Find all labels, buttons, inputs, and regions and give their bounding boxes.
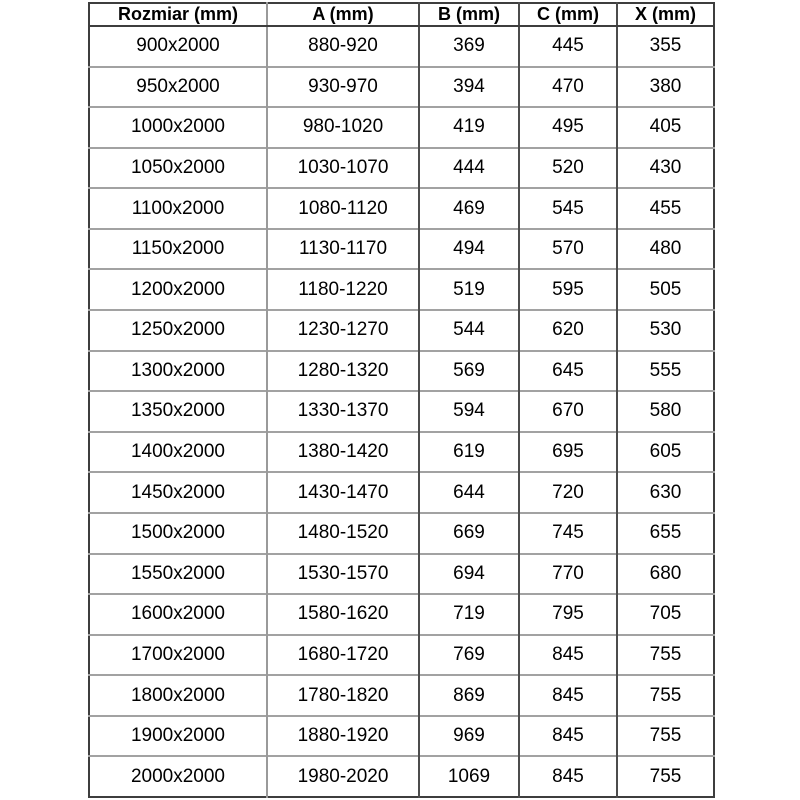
table-cell: 620 (519, 310, 617, 351)
table-row (89, 594, 714, 635)
table-row (89, 513, 714, 554)
table-cell: 1180-1220 (267, 269, 419, 310)
table-cell: 1400x2000 (89, 432, 267, 473)
table-cell: 455 (617, 188, 714, 229)
table-cell: 755 (617, 635, 714, 676)
header-row (89, 3, 714, 26)
table-row (89, 432, 714, 473)
table-cell: 1550x2000 (89, 554, 267, 595)
table-row (89, 26, 714, 67)
table-cell: 1100x2000 (89, 188, 267, 229)
table-cell: 505 (617, 269, 714, 310)
table-cell: 845 (519, 716, 617, 757)
column-header-2: B (mm) (419, 3, 519, 26)
table-cell: 1580-1620 (267, 594, 419, 635)
table-cell: 795 (519, 594, 617, 635)
table-cell: 494 (419, 229, 519, 270)
table-row (89, 188, 714, 229)
column-header-0: Rozmiar (mm) (89, 3, 267, 26)
table-cell: 405 (617, 107, 714, 148)
table-cell: 630 (617, 472, 714, 513)
table-cell: 1200x2000 (89, 269, 267, 310)
table-cell: 355 (617, 26, 714, 67)
table-cell: 755 (617, 716, 714, 757)
table-cell: 1350x2000 (89, 391, 267, 432)
table-row (89, 472, 714, 513)
table-cell: 1980-2020 (267, 756, 419, 797)
table-cell: 444 (419, 148, 519, 189)
table-cell: 695 (519, 432, 617, 473)
table-cell: 1050x2000 (89, 148, 267, 189)
column-header-4: X (mm) (617, 3, 714, 26)
table-row (89, 554, 714, 595)
table-row (89, 716, 714, 757)
table-cell: 1280-1320 (267, 351, 419, 392)
table-cell: 770 (519, 554, 617, 595)
table-cell: 419 (419, 107, 519, 148)
table-cell: 595 (519, 269, 617, 310)
table-cell: 755 (617, 675, 714, 716)
table-cell: 719 (419, 594, 519, 635)
table-cell: 480 (617, 229, 714, 270)
table-cell: 380 (617, 67, 714, 108)
table-cell: 1150x2000 (89, 229, 267, 270)
table-cell: 394 (419, 67, 519, 108)
table-cell: 869 (419, 675, 519, 716)
table-cell: 619 (419, 432, 519, 473)
table-cell: 845 (519, 675, 617, 716)
table-cell: 520 (519, 148, 617, 189)
table-cell: 545 (519, 188, 617, 229)
table-cell: 705 (617, 594, 714, 635)
table-cell: 1130-1170 (267, 229, 419, 270)
table-cell: 1500x2000 (89, 513, 267, 554)
table-cell: 605 (617, 432, 714, 473)
table-row (89, 675, 714, 716)
table-cell: 1530-1570 (267, 554, 419, 595)
table-cell: 655 (617, 513, 714, 554)
table-cell: 1300x2000 (89, 351, 267, 392)
table-cell: 544 (419, 310, 519, 351)
table-cell: 680 (617, 554, 714, 595)
table-cell: 1680-1720 (267, 635, 419, 676)
column-header-3: C (mm) (519, 3, 617, 26)
table-cell: 1330-1370 (267, 391, 419, 432)
table-row (89, 67, 714, 108)
table-cell: 445 (519, 26, 617, 67)
table-cell: 1430-1470 (267, 472, 419, 513)
table-cell: 555 (617, 351, 714, 392)
table-cell: 1030-1070 (267, 148, 419, 189)
table-cell: 980-1020 (267, 107, 419, 148)
table-cell: 845 (519, 635, 617, 676)
column-header-1: A (mm) (267, 3, 419, 26)
size-table (88, 2, 715, 798)
table-row (89, 107, 714, 148)
table-cell: 720 (519, 472, 617, 513)
table-cell: 580 (617, 391, 714, 432)
table-cell: 745 (519, 513, 617, 554)
table-cell: 900x2000 (136, 35, 220, 57)
table-cell: 950x2000 (89, 67, 267, 108)
table-cell: 1700x2000 (89, 635, 267, 676)
table-cell: 930-970 (267, 67, 419, 108)
table-cell: 769 (419, 635, 519, 676)
table-cell: 1780-1820 (267, 675, 419, 716)
table-row (89, 310, 714, 351)
table-row (89, 148, 714, 189)
table-cell: 845 (519, 756, 617, 797)
table-cell: 1450x2000 (89, 472, 267, 513)
table-cell: 570 (519, 229, 617, 270)
table-cell: 495 (519, 107, 617, 148)
table-cell: 469 (419, 188, 519, 229)
table-cell: 644 (419, 472, 519, 513)
table-cell: 1600x2000 (89, 594, 267, 635)
table-cell: 519 (419, 269, 519, 310)
table-cell: 569 (419, 351, 519, 392)
table-cell: 969 (419, 716, 519, 757)
table-cell: 1380-1420 (267, 432, 419, 473)
table-row (89, 756, 714, 797)
table-cell: 1880-1920 (267, 716, 419, 757)
table-row (89, 351, 714, 392)
table-cell: 1250x2000 (89, 310, 267, 351)
table-cell: 1080-1120 (267, 188, 419, 229)
table-row (89, 229, 714, 270)
table-row (89, 635, 714, 676)
table-cell: 470 (519, 67, 617, 108)
table-cell: 1900x2000 (89, 716, 267, 757)
table-cell: 1069 (419, 756, 519, 797)
table-cell: 369 (419, 26, 519, 67)
table-cell: 755 (617, 756, 714, 797)
table-cell: 670 (519, 391, 617, 432)
table-cell: 694 (419, 554, 519, 595)
table-cell: 530 (617, 310, 714, 351)
table-cell: 1480-1520 (267, 513, 419, 554)
table-cell: 594 (419, 391, 519, 432)
table-cell: 430 (617, 148, 714, 189)
table-cell: 1230-1270 (267, 310, 419, 351)
table-row (89, 269, 714, 310)
table-cell: 880-920 (267, 26, 419, 67)
table-cell: 1000x2000 (89, 107, 267, 148)
table-cell: 669 (419, 513, 519, 554)
table-cell: 2000x2000 (89, 756, 267, 797)
table-row (89, 391, 714, 432)
table-cell: 1800x2000 (89, 675, 267, 716)
table-cell: 645 (519, 351, 617, 392)
table-body (89, 26, 714, 797)
